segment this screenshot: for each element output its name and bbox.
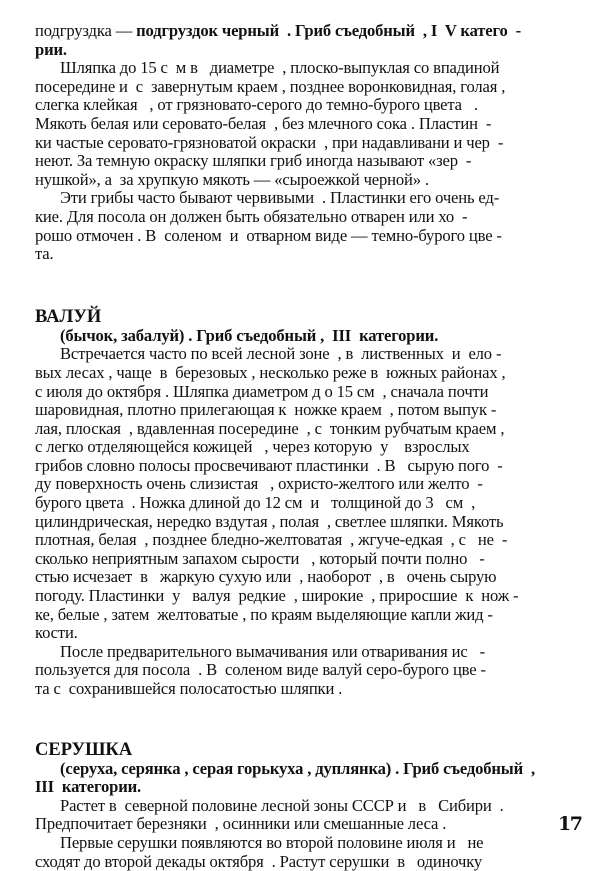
text-line: кие. Для посола он должен быть обязательно отварен или хо - (35, 206, 468, 226)
paragraph (35, 643, 560, 699)
text-line: Предпочитает березняки , осинники или смешанные леса . (35, 814, 447, 834)
section-subtitle: (серуха, серянка , серая горькуха , дуплянка) . Гриб съедобный , (60, 758, 536, 778)
book-page (35, 22, 560, 871)
bold-text: подгруздок черный . Гриб съедобный , I V катего - (136, 21, 522, 40)
plain-text: подгруздка — (35, 21, 137, 40)
paragraph (35, 59, 560, 189)
text-line: та. (35, 244, 54, 264)
paragraph (35, 345, 560, 643)
text-line: Первые серушки появляются во второй половине июля и не (60, 832, 484, 852)
section-podgruzdok-continuation (35, 22, 560, 264)
text-line: рошо отмочен . В соленом и отварном виде — темно-бурого цве - (35, 225, 502, 245)
text-line: с июля до октября . Шляпка диаметром д о 15 см , сначала почти (35, 381, 489, 401)
text-line: сколько неприятным запахом сырости , который почти полно - (35, 548, 485, 568)
paragraph (35, 797, 560, 834)
section-title: СЕРУШКА (35, 739, 133, 760)
section-spacer (35, 264, 560, 307)
text-line: рии. (35, 39, 67, 59)
text-line: ду поверхность очень слизистая , охристо-желтого или желто - (35, 474, 483, 494)
section-spacer (35, 699, 560, 740)
section-valuy (35, 307, 560, 699)
text-line: ке, белые , затем желтоватые , по краям выделяющие капли жид - (35, 604, 493, 624)
text-line: ки частые серовато-грязноватой окраски , при надавливани и чер - (35, 132, 504, 152)
text-line: стью исчезает в жаркую сухую или , наоборот , в очень сырую (35, 567, 497, 587)
text-line: посередине и с завернутым краем , позднее воронковидная, голая , (35, 76, 506, 96)
page-number: 17 (558, 813, 582, 835)
text-line: неют. За темную окраску шляпки гриб иногда называют «зер - (35, 151, 472, 171)
text-line: цилиндрическая, нередко вздутая , полая , светлее шляпки. Мякоть (35, 511, 504, 531)
text-line: вых лесах , чаще в березовых , несколько реже в южных районах , (35, 362, 506, 382)
paragraph (35, 834, 560, 871)
text-line: нушкой», а за хрупкую мякоть — «сыроежкой черной» . (35, 169, 429, 189)
paragraph (35, 189, 560, 263)
text-line: бурого цвета . Ножка длиной до 12 см и толщиной до 3 см , (35, 493, 476, 513)
text-line: кости. (35, 623, 78, 643)
text-line: Мякоть белая или серовато-белая , без млечного сока . Пластин - (35, 113, 492, 133)
text-line: плотная, белая , позднее бледно-желтоватая , жгуче-едкая , с не - (35, 530, 508, 550)
text-line: слегка клейкая , от грязновато-серого до темно-бурого цвета . (35, 95, 478, 115)
text-line: погоду. Пластинки у валуя редкие , широкие , приросшие к нож - (35, 586, 519, 606)
section-serushka (35, 740, 560, 871)
section-subtitle: (бычок, забалуй) . Гриб съедобный , III категории. (60, 325, 439, 345)
text-line: Растет в северной половине лесной зоны СССР и в Сибири . (60, 795, 504, 815)
text-line (35, 22, 560, 41)
text-line: Эти грибы часто бывают червивыми . Пластинки его очень ед- (60, 188, 500, 208)
text-line: грибов словно полосы просвечивают пластинки . В сырую пого - (35, 455, 503, 475)
text-line: лая, плоская , вдавленная посередине , с тонким рубчатым краем , (35, 418, 505, 438)
text-line: шаровидная, плотно прилегающая к ножке краем , потом выпук - (35, 400, 497, 420)
section-title: ВАЛУЙ (35, 306, 102, 327)
section-subtitle: III категории. (35, 777, 142, 797)
text-line: сходят до второй декады октября . Растут серушки в одиночку (35, 851, 483, 871)
text-line: та с сохранившейся полосатостью шляпки . (35, 679, 343, 698)
text-line: пользуется для посола . В соленом виде валуй серо-бурого цве - (35, 660, 486, 680)
text-line: После предварительного вымачивания или отваривания ис - (60, 641, 485, 661)
text-line: Шляпка до 15 с м в диаметре , плоско-выпуклая со впадиной (60, 58, 500, 78)
text-line: Встречается часто по всей лесной зоне , в лиственных и ело - (60, 344, 502, 364)
text-line: с легко отделяющейся кожицей , через которую у взрослых (35, 437, 470, 457)
